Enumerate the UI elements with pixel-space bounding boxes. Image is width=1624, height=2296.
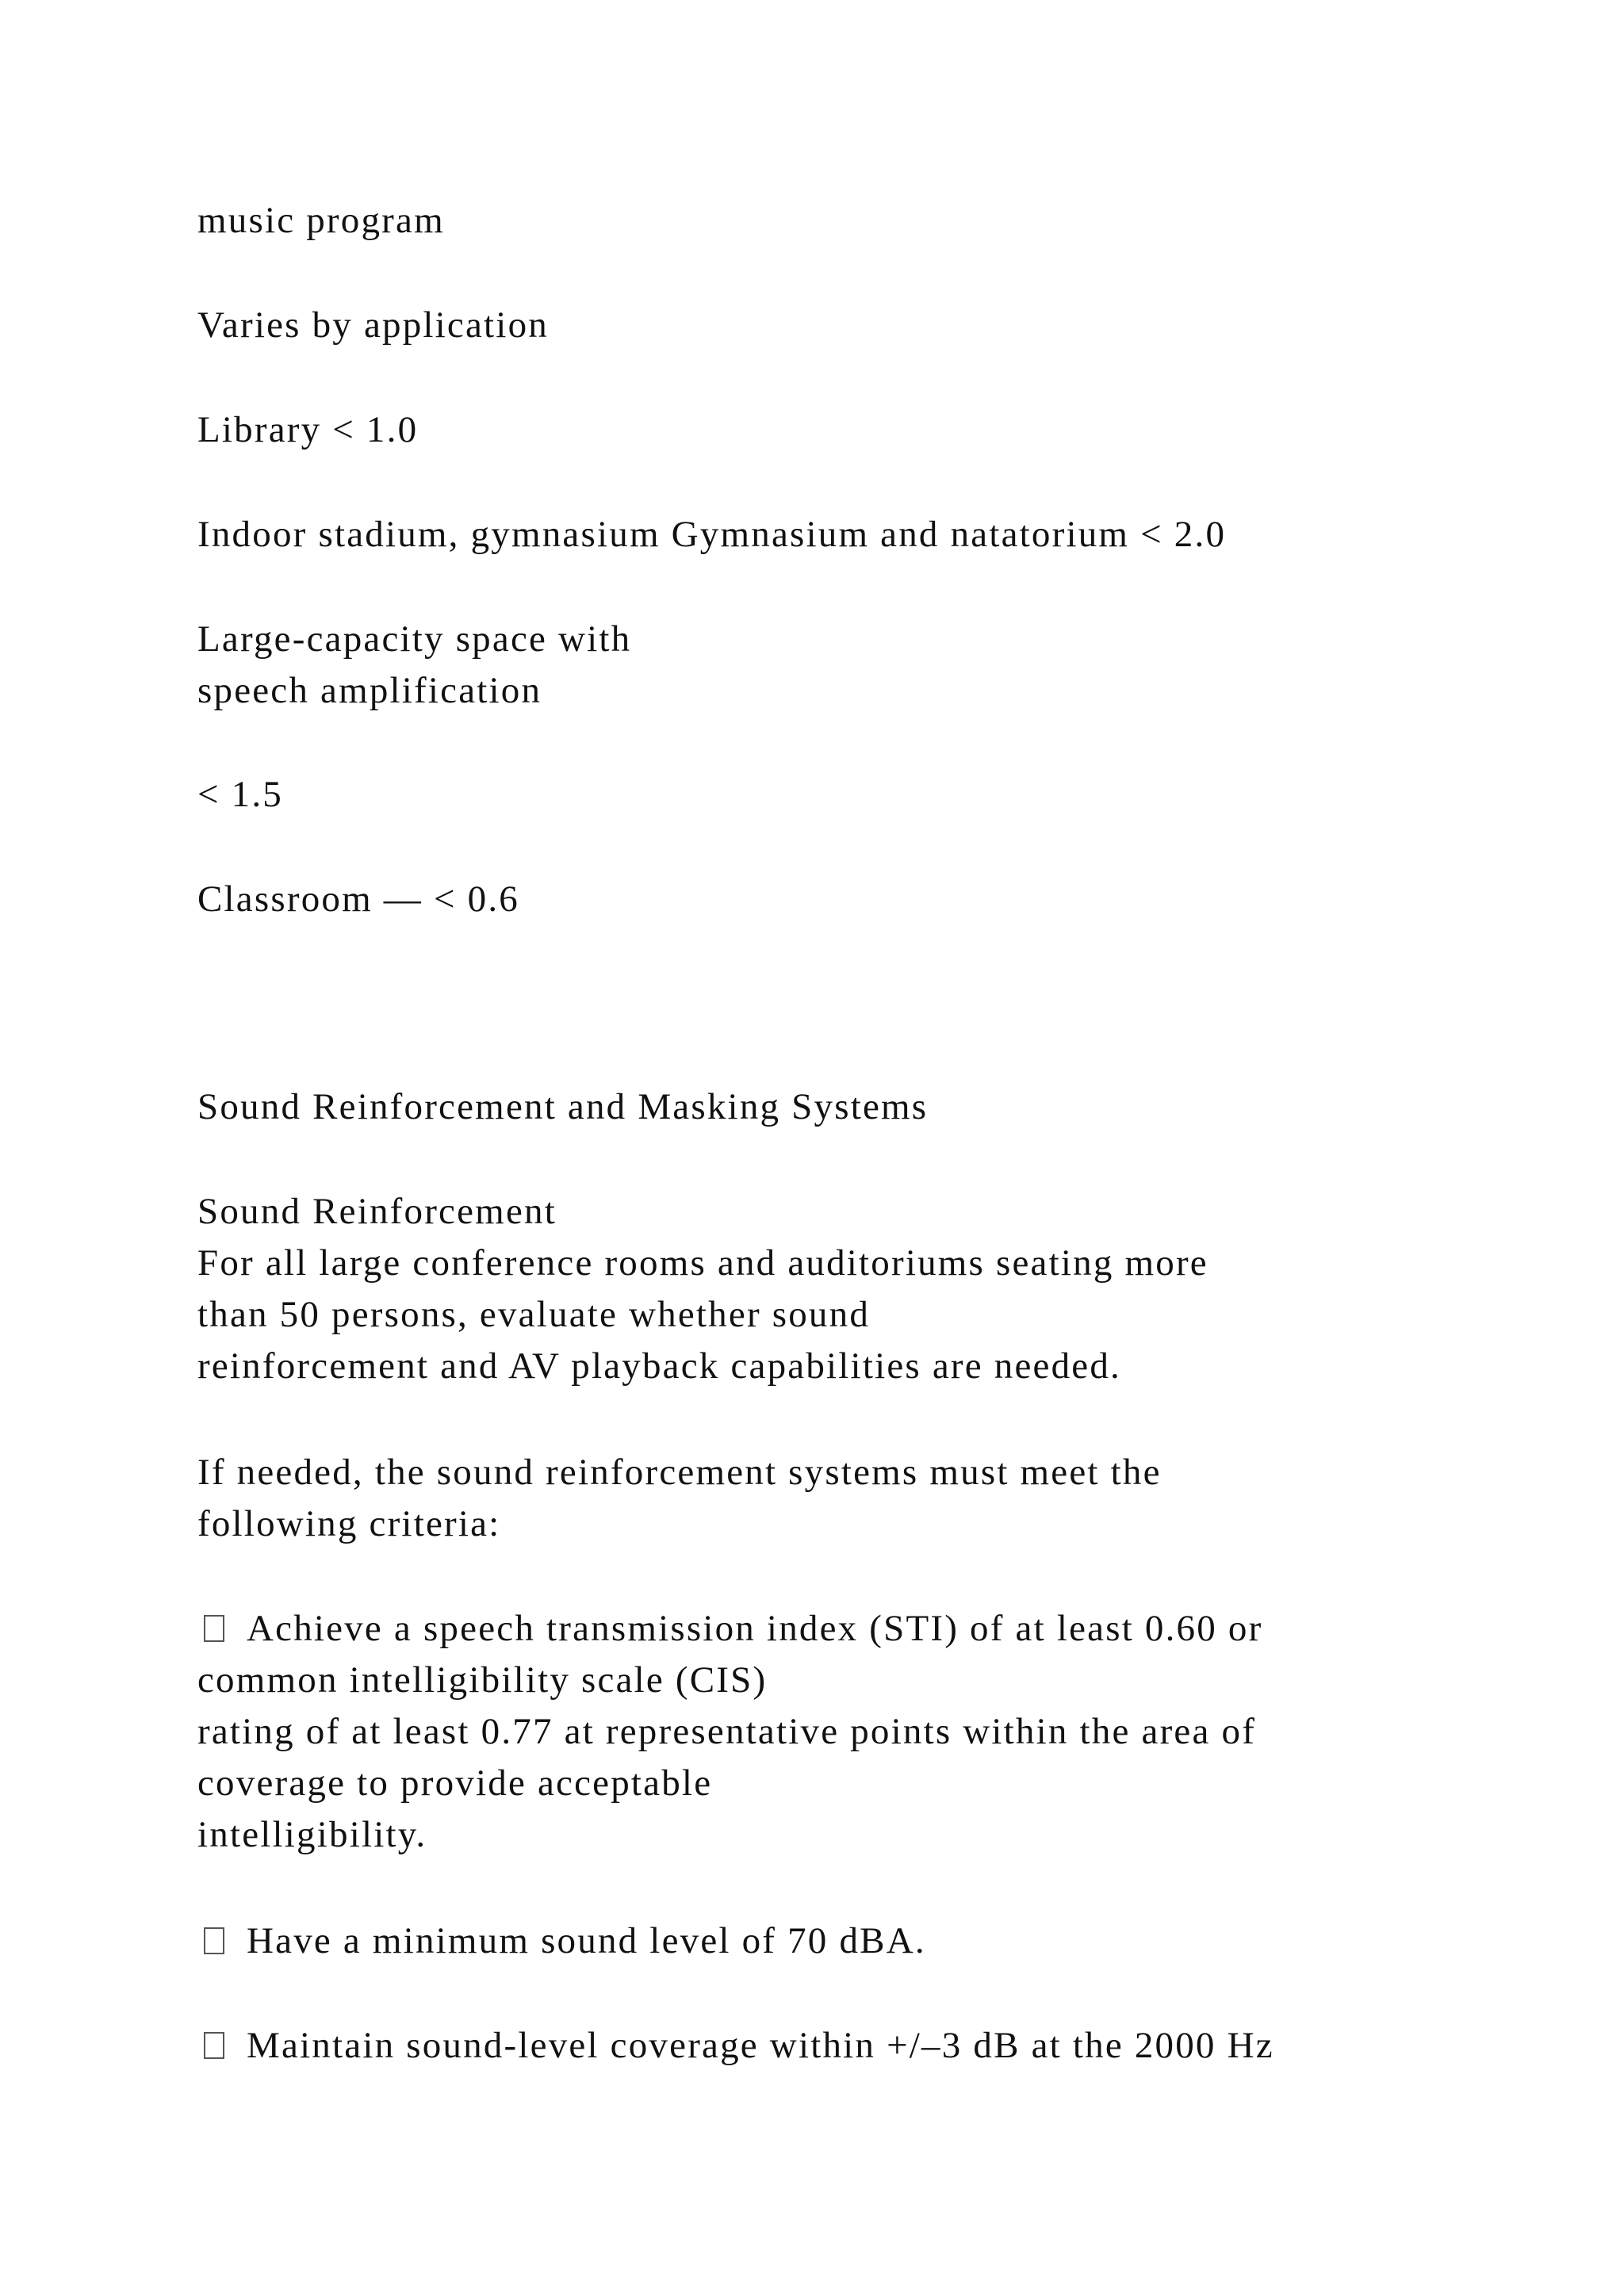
text-library	[197, 404, 1481, 456]
text-varies-by-application	[197, 300, 1481, 351]
subsection-heading: Sound Reinforcement	[197, 1191, 557, 1232]
text-line: If needed, the sound reinforcement systems must meet the	[197, 1452, 1162, 1493]
text-line: than 50 persons, evaluate whether sound	[197, 1294, 871, 1335]
bullet-line	[197, 1915, 1481, 1967]
text-less-than-1-5	[197, 769, 1481, 821]
criteria-intro-paragraph	[197, 1447, 1481, 1550]
text-line: Achieve a speech transmission index (STI) of at least 0.60 or	[247, 1608, 1263, 1649]
text-line: Have a minimum sound level of 70 dBA.	[247, 1920, 926, 1961]
text-line: Library < 1.0	[197, 409, 419, 450]
text-classroom	[197, 874, 1481, 925]
text-line: following criteria:	[197, 1503, 501, 1544]
text-line: < 1.5	[197, 774, 284, 815]
bullet-line	[197, 1603, 1481, 1655]
text-line: Classroom — < 0.6	[197, 878, 519, 920]
text-line: music program	[197, 200, 445, 241]
sound-reinforcement-paragraph	[197, 1186, 1481, 1392]
bullet-line	[197, 2020, 1481, 2072]
text-line: common intelligibility scale (CIS)	[197, 1659, 768, 1701]
section-heading	[197, 1081, 1481, 1133]
text-line: Indoor stadium, gymnasium Gymnasium and natatorium < 2.0	[197, 514, 1227, 555]
missing-glyph-box-icon	[204, 1615, 224, 1642]
text-indoor-stadium	[197, 509, 1481, 561]
text-music-program	[197, 195, 1481, 247]
text-large-capacity-space	[197, 614, 1481, 717]
text-line: Sound Reinforcement and Masking Systems	[197, 1086, 929, 1127]
bullet-sti-criterion	[197, 1603, 1481, 1861]
bullet-sound-level-coverage	[197, 2020, 1481, 2072]
text-line: speech amplification	[197, 670, 542, 711]
text-line: coverage to provide acceptable	[197, 1762, 713, 1804]
text-line: Varies by application	[197, 304, 549, 346]
text-line: rating of at least 0.77 at representative points within the area of	[197, 1711, 1257, 1752]
text-line: Maintain sound-level coverage within +/–3 dB at the 2000 Hz	[247, 2025, 1274, 2066]
text-line: intelligibility.	[197, 1814, 427, 1855]
text-line: For all large conference rooms and auditoriums seating more	[197, 1242, 1208, 1284]
text-line: Large-capacity space with	[197, 618, 632, 660]
missing-glyph-box-icon	[204, 2032, 224, 2059]
bullet-min-sound-level	[197, 1915, 1481, 1967]
text-line: reinforcement and AV playback capabilities are needed.	[197, 1345, 1121, 1387]
missing-glyph-box-icon	[204, 1927, 224, 1954]
